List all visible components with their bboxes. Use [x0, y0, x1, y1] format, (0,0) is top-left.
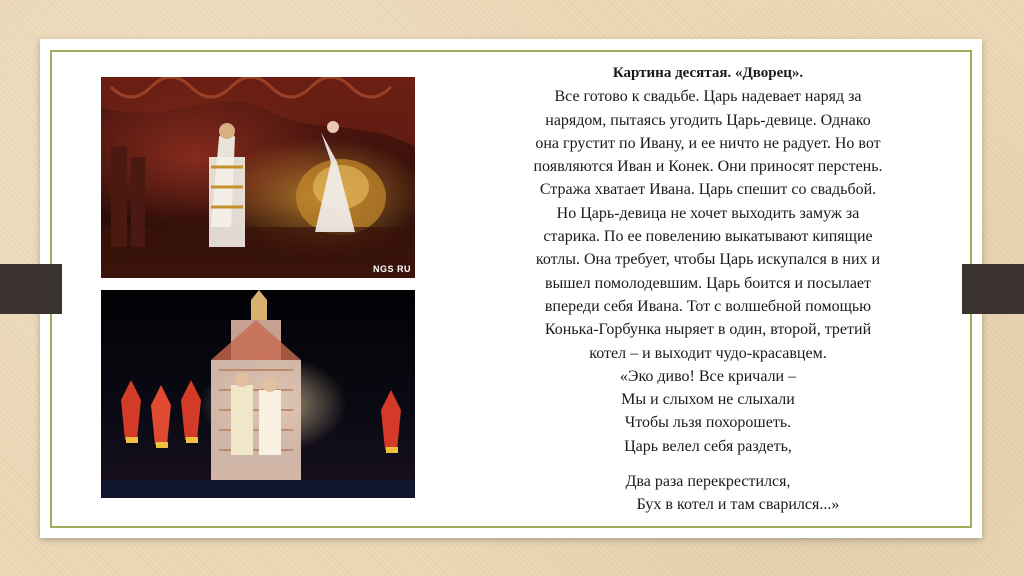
- verse-line: Царь велел себя раздеть,: [624, 437, 792, 455]
- paragraph-line: котлы. Она требует, чтобы Царь искупался в них и: [535, 251, 881, 269]
- paragraph-line: появляются Иван и Конек. Они приносят перстень.: [533, 158, 883, 176]
- verse-line: Чтобы льзя похорошеть.: [624, 414, 792, 432]
- paragraph-line: старика. По ее повелению выкатывают кипящие: [543, 228, 873, 246]
- left-decorative-tab: [0, 264, 62, 314]
- ballet-photo-throne-scene: [101, 290, 415, 498]
- paragraph-line: Стража хватает Ивана. Царь спешит со свадьбой.: [539, 181, 877, 199]
- paragraph-line: нарядом, пытаясь угодить Царь-девице. Однако: [545, 111, 871, 129]
- photo-watermark: NGS RU: [372, 264, 411, 274]
- verse-line: Два раза перекрестился,: [625, 473, 791, 491]
- ballet-photo-tsar-and-maiden: [101, 77, 415, 278]
- ballet-scene-2-illustration: [101, 290, 415, 498]
- right-decorative-tab: [962, 264, 1024, 314]
- slide-text: [478, 62, 938, 517]
- paragraph-line: впереди себя Ивана. Тот с волшебной помощью: [544, 297, 872, 315]
- verse-line: Мы и слыхом не слыхали: [621, 391, 795, 409]
- ballet-scene-1-illustration: [101, 77, 415, 278]
- paragraph-line: Но Царь-девица не хочет выходить замуж за: [556, 204, 860, 222]
- scene-title: Картина десятая. «Дворец».: [612, 65, 804, 81]
- paragraph-line: Все готово к свадьбе. Царь надевает наряд за: [554, 88, 862, 106]
- paragraph-line: котел – и выходит чудо-красавцем.: [589, 344, 827, 362]
- paragraph-line: вышел помолодевшим. Царь боится и посылает: [544, 274, 872, 292]
- verse-line: Бух в котел и там сварился...»: [636, 496, 840, 514]
- paragraph-line: она грустит по Ивану, и ее ничто не радует. Но вот: [535, 134, 881, 152]
- paragraph-line: Конька-Горбунка ныряет в один, второй, третий: [544, 321, 872, 339]
- verse-line: «Эко диво! Все кричали –: [619, 367, 797, 385]
